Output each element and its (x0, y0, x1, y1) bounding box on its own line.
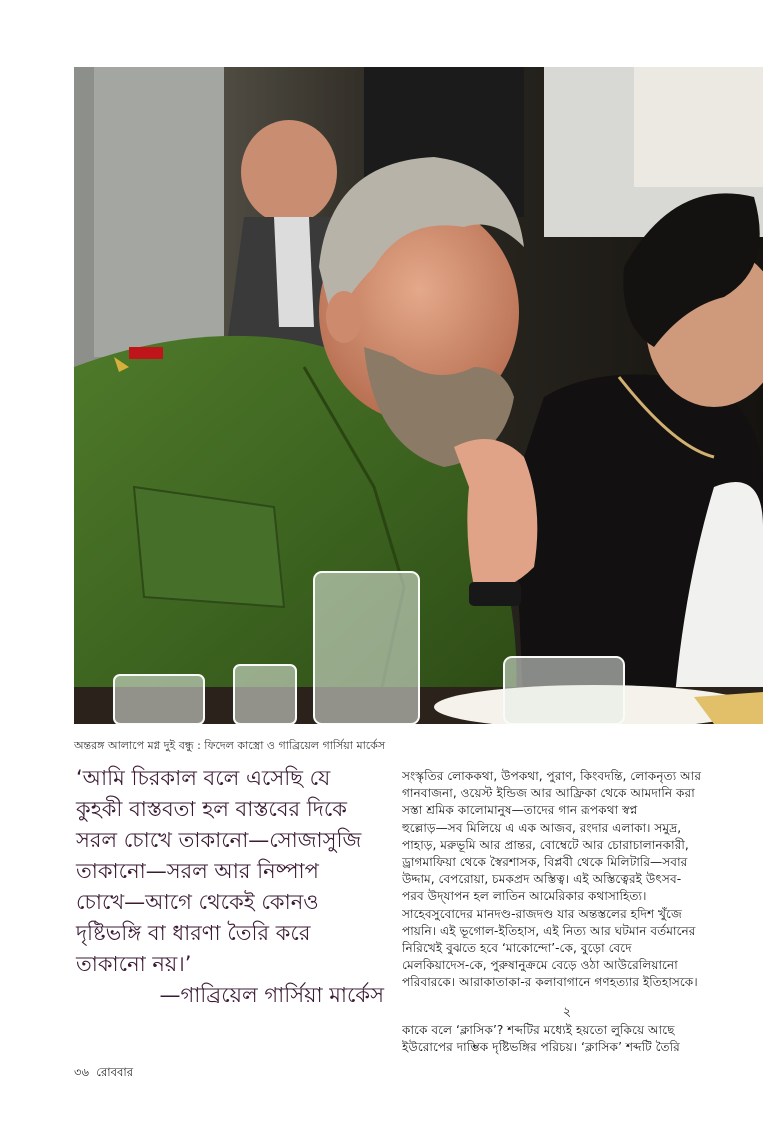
article-line: সংস্কৃতির লোককথা, উপকথা, পুরাণ, কিংবদন্তি, লোকনৃত্য আর (402, 769, 702, 783)
pull-quote-line: চোখে—আগে থেকেই কোনও (76, 890, 319, 914)
article-line: হুল্লোড়—সব মিলিয়ে এ এক আজব, রংদার এলাকা। সমুদ্র, (402, 820, 682, 835)
article-line: পরিবারকে। আরাকাতাকা-র কলাবাগানে গণহত্যার ইতিহাসকে। (402, 975, 698, 990)
photo-illustration (74, 67, 763, 724)
article-body (402, 768, 762, 992)
article-line: মেলকিয়াদেস-কে, পুরুষানুক্রমে বেড়ে ওঠা আউরেলিয়ানো (402, 958, 678, 973)
article-line: সস্তা শ্রমিক কালোমানুষ—তাদের গান রূপকথা স্বপ্ন (402, 803, 638, 818)
article-line: পায়নি। এই ভূগোল-ইতিহাস, এই নিত্য আর ঘটমান বর্তমানের (402, 923, 696, 938)
article-line: কাকে বলে ‘ক্লাসিক’? শব্দটির মধ্যেই হয়তো লুকিয়ে আছে (402, 1023, 675, 1037)
page-footer (74, 1064, 133, 1083)
pull-quote-line: সরল চোখে তাকানো—সোজাসুজি (76, 828, 362, 852)
publication-name: রোববার (96, 1065, 134, 1079)
article-line: ইউরোপের দাম্ভিক দৃষ্টিভঙ্গির পরিচয়। ‘ক্লাসিক’ শব্দটি তৈরি (402, 1040, 680, 1055)
article-line: উদ্দাম, বেপরোয়া, চমকপ্রদ অস্তিত্ব। এই অস্তিত্বেরই উৎসব- (402, 872, 682, 887)
feature-photo (74, 67, 763, 724)
article-section-2 (402, 1022, 762, 1056)
pull-quote (76, 763, 384, 1011)
pull-quote-line: তাকানো—সরল আর নিষ্পাপ (76, 859, 319, 883)
pull-quote-line: কুহকী বাস্তবতা হল বাস্তবের দিকে (76, 797, 347, 821)
article-line: ড্রাগমাফিয়া থেকে স্বৈরশাসক, বিপ্লবী থেকে মিলিটারি—সবার (402, 855, 688, 870)
article-line: পাহাড়, মরুভূমি আর প্রান্তর, বোম্বেটে আর চোরাচালানকারী, (402, 837, 689, 852)
pull-quote-attribution: —গাব্রিয়েল গার্সিয়া মার্কেস (159, 983, 384, 1007)
pull-quote-line: তাকানো নয়।’ (76, 952, 192, 976)
article-line: নিরিখেই বুঝতে হবে ‘মাকোন্দো’-কে, বুড়ো বেদে (402, 941, 632, 956)
article-line: পরব উদ্‌যাপন হল লাতিন আমেরিকার কথাসাহিত্য। (402, 889, 647, 904)
pull-quote-line: ‘আমি চিরকাল বলে এসেছি যে (76, 766, 331, 790)
photo-caption: অন্তরঙ্গ আলাপে মগ্ন দুই বন্ধু : ফিদেল কাস্ত্রো ও গাব্রিয়েল গার্সিয়া মার্কেস (74, 739, 386, 752)
section-number: ২ (562, 1005, 572, 1020)
article-line: সাহেবসুবোদের মানদণ্ড-রাজদণ্ড যার অন্তস্তলের হদিশ খুঁজে (402, 906, 682, 921)
article-line: গানবাজনা, ওয়েস্ট ইন্ডিজ আর আফ্রিকা থেকে আমদানি করা (402, 786, 695, 801)
page-number: ৩৬ (74, 1065, 89, 1079)
pull-quote-line: দৃষ্টিভঙ্গি বা ধারণা তৈরি করে (76, 921, 311, 945)
